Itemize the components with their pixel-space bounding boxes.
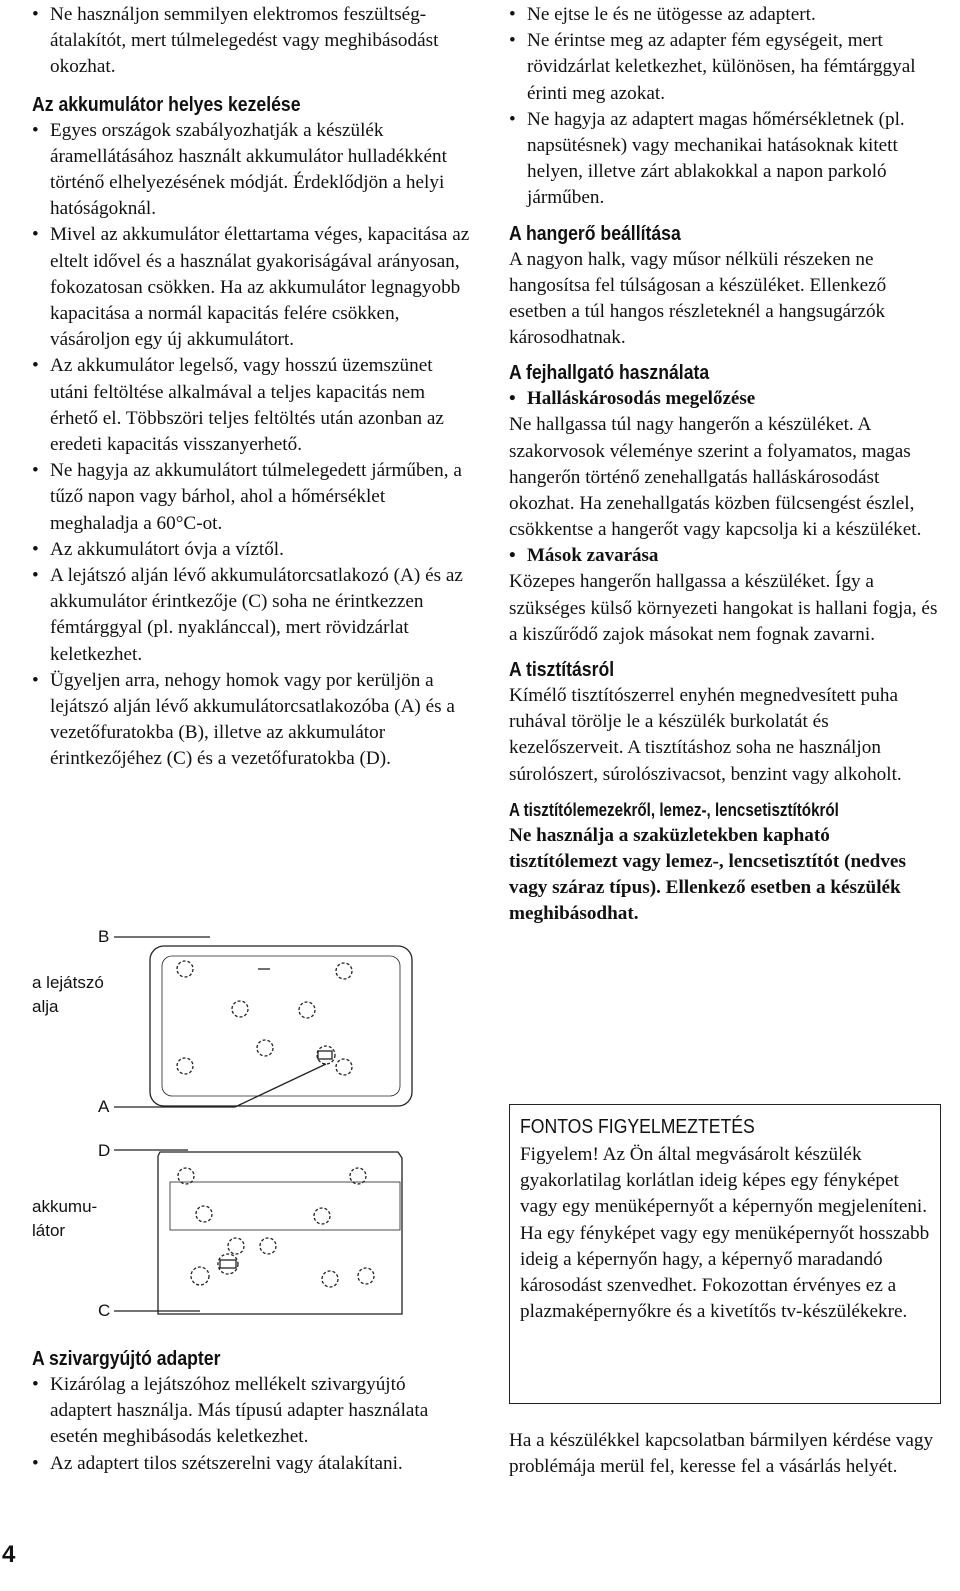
guide-hole-d bbox=[196, 1206, 212, 1222]
label-b: B bbox=[98, 927, 110, 946]
guide-hole-d bbox=[178, 1168, 194, 1184]
list-item: • Ügyeljen arra, nehogy homok vagy por kerüljön a lejátszó alján lévő akkumulátorcsatlakozóba (A) és a vezetőfuratokba (B), illetve az akkumulátor érintkezőjéhez (C) és a vezetőfuratokba (D). bbox=[32, 668, 472, 773]
cleaning-heading: A tisztításról bbox=[509, 658, 615, 682]
list-item: • A lejátszó alján lévő akkumulátorcsatlakozó (A) és az akkumulátor érintkezője (C) soha ne érintkezzen fémtárggyal (pl. nyaklánccal), mert rövidzárlat keletkezhet. bbox=[32, 563, 472, 668]
label-player-bottom-2: alja bbox=[32, 997, 59, 1016]
guide-hole-b bbox=[177, 961, 193, 977]
guide-hole-b bbox=[257, 1040, 273, 1056]
guide-hole-d bbox=[314, 1208, 330, 1224]
page-number: 4 bbox=[2, 1541, 16, 1568]
warning-text: Figyelem! Az Ön által megvásárolt készülék gyakorlatilag korlátlan ideig képes egy fényképet vagy egy menüképernyőt a képernyőn megjeleníteni. Ha egy fényképet vagy egy menüképernyőt hosszabb ideig a képernyőn hagy, a képernyő maradandó károsodást szenvedhet. Fokozottan érvényes ez a plazmaképernyőkre és a kivetítős tv-készülékekre. bbox=[520, 1144, 930, 1323]
battery-contact-c bbox=[218, 1254, 238, 1274]
guide-hole-d bbox=[358, 1268, 374, 1284]
warning-heading: FONTOS FIGYELMEZTETÉS bbox=[520, 1115, 755, 1138]
label-a: A bbox=[98, 1097, 110, 1116]
list-item: • Egyes országok szabályozhatják a készülék áramellátásához használt akkumulátor hulladékként történő elhelyezésének módját. Érdeklődjön a helyi hatóságoknál. bbox=[32, 118, 472, 223]
list-item: • Az akkumulátor legelső, vagy hosszú üzemszünet utáni feltöltése alkalmával a teljes kapacitás nem érhető el. Többszöri teljes feltöltés után azonban az eredeti kapacitás visszanyerhető. bbox=[32, 353, 472, 458]
discs-text: Ne használja a szaküzletekben kapható tisztítólemezt vagy lemez-, lencsetisztítót (nedves vagy száraz típus). Ellenkező esetben a készülék meghibásodhat. bbox=[509, 824, 906, 925]
battery-heading: Az akkumulátor helyes kezelése bbox=[32, 92, 301, 116]
cleaning-text: Kímélő tisztítószerrel enyhén megnedvesített puha ruhával törölje le a készülék burkolatát és kezelőszerveit. A tisztításhoz soha ne használjon súrolószert, súrolószivacsot, benzint vagy alkoholt. bbox=[509, 685, 902, 785]
hearing-text: Ne hallgassa túl nagy hangerőn a készüléket. A szakorvosok véleménye szerint a folyamatos, magas hangerőn történő zenehallgatás halláskárosodást okozhat. Ha zenehallgatás közben fülcsengést észlel, csökkentse a hangerőt vagy kapcsolja ki a készüléket. bbox=[509, 414, 922, 541]
adapter-heading: A szivargyújtó adapter bbox=[32, 1347, 221, 1370]
list-item: • Mivel az akkumulátor élettartama véges, kapacitása az eltelt idővel és a használat gyakoriságával arányosan, fokozatosan csökken. Ha az akkumulátor legnagyobb kapacitása a normál kapacitás felére csökken, vásároljon egy új akkumulátort. bbox=[32, 222, 472, 353]
battery-diagram bbox=[30, 924, 470, 1344]
label-d: D bbox=[98, 1141, 111, 1160]
player-bottom-outline bbox=[150, 946, 412, 1106]
adapter-section bbox=[32, 1345, 472, 1477]
label-player-bottom: a lejátszó bbox=[32, 973, 104, 992]
list-item: • Ne hagyja az akkumulátort túlmelegedett járműben, a tűző napon vagy bárhol, ahol a hőmérséklet meghaladja a 60°C-ot. bbox=[32, 458, 472, 537]
volume-heading: A hangerő beállítása bbox=[509, 221, 681, 245]
diagram-drawing bbox=[30, 924, 470, 1344]
hearing-subheading: • Halláskárosodás megelőzése bbox=[509, 386, 941, 412]
label-c: C bbox=[98, 1301, 111, 1320]
others-text: Közepes hangerőn hallgassa a készüléket. Így a szükséges külső környezeti hangokat is hallani fogja, és a kiszűrődő zajok másokat nem fognak zavarni. bbox=[509, 571, 938, 645]
guide-hole-d bbox=[350, 1168, 366, 1184]
guide-hole-b bbox=[299, 1002, 315, 1018]
list-item: • Az adaptert tilos szétszerelni vagy átalakítani. bbox=[32, 1451, 472, 1477]
others-subheading: • Mások zavarása bbox=[509, 543, 941, 569]
headphone-heading: A fejhallgató használata bbox=[509, 361, 710, 385]
volume-text: A nagyon halk, vagy műsor nélküli részeken ne hangosítsa fel túlságosan a készüléket. Ellenkező esetben a túl hangos részleteknél a hangsugárzók károsodhatnak. bbox=[509, 248, 887, 349]
list-item: • Ne hagyja az adaptert magas hőmérsékletnek (pl. napsütésnek) vagy mechanikai hatásoknak kitett helyen, illetve zárt ablakokkal a napon parkoló járműben. bbox=[509, 107, 941, 212]
list-item: • Ne ejtse le és ne ütögesse az adaptert. bbox=[509, 2, 941, 28]
guide-hole-b bbox=[336, 963, 352, 979]
list-item: • Ne használjon semmilyen elektromos feszültség-átalakítót, mert túlmelegedést vagy meghibásodást okozhat. bbox=[32, 2, 472, 81]
left-column bbox=[32, 0, 472, 773]
label-battery-2: látor bbox=[32, 1221, 66, 1240]
list-item: • Az akkumulátort óvja a víztől. bbox=[32, 537, 472, 563]
discs-heading: A tisztítólemezekről, lemez-, lencsetisztítókról bbox=[509, 798, 839, 820]
guide-hole-d bbox=[260, 1238, 276, 1254]
guide-hole-b bbox=[336, 1059, 352, 1075]
guide-hole-b bbox=[232, 1001, 248, 1017]
label-battery: akkumu- bbox=[32, 1197, 98, 1216]
list-item: • Ne érintse meg az adapter fém egységeit, mert rövidzárlat keletkezhet, különösen, ha fémtárggyal érinti meg azokat. bbox=[509, 28, 941, 107]
guide-hole-b bbox=[177, 1058, 193, 1074]
right-column bbox=[509, 0, 941, 928]
warning-box bbox=[509, 1104, 941, 1404]
footer-text: Ha a készülékkel kapcsolatban bármilyen kérdése vagy problémája merül fel, keresse fel a vásárlás helyét. bbox=[509, 1430, 934, 1478]
list-item: • Kizárólag a lejátszóhoz mellékelt szivargyújtó adaptert használja. Más típusú adapter használata esetén meghibásodás keletkezhet. bbox=[32, 1372, 472, 1451]
guide-hole-d bbox=[322, 1271, 338, 1287]
battery-contact-c bbox=[191, 1267, 209, 1285]
guide-hole-d bbox=[228, 1238, 244, 1254]
